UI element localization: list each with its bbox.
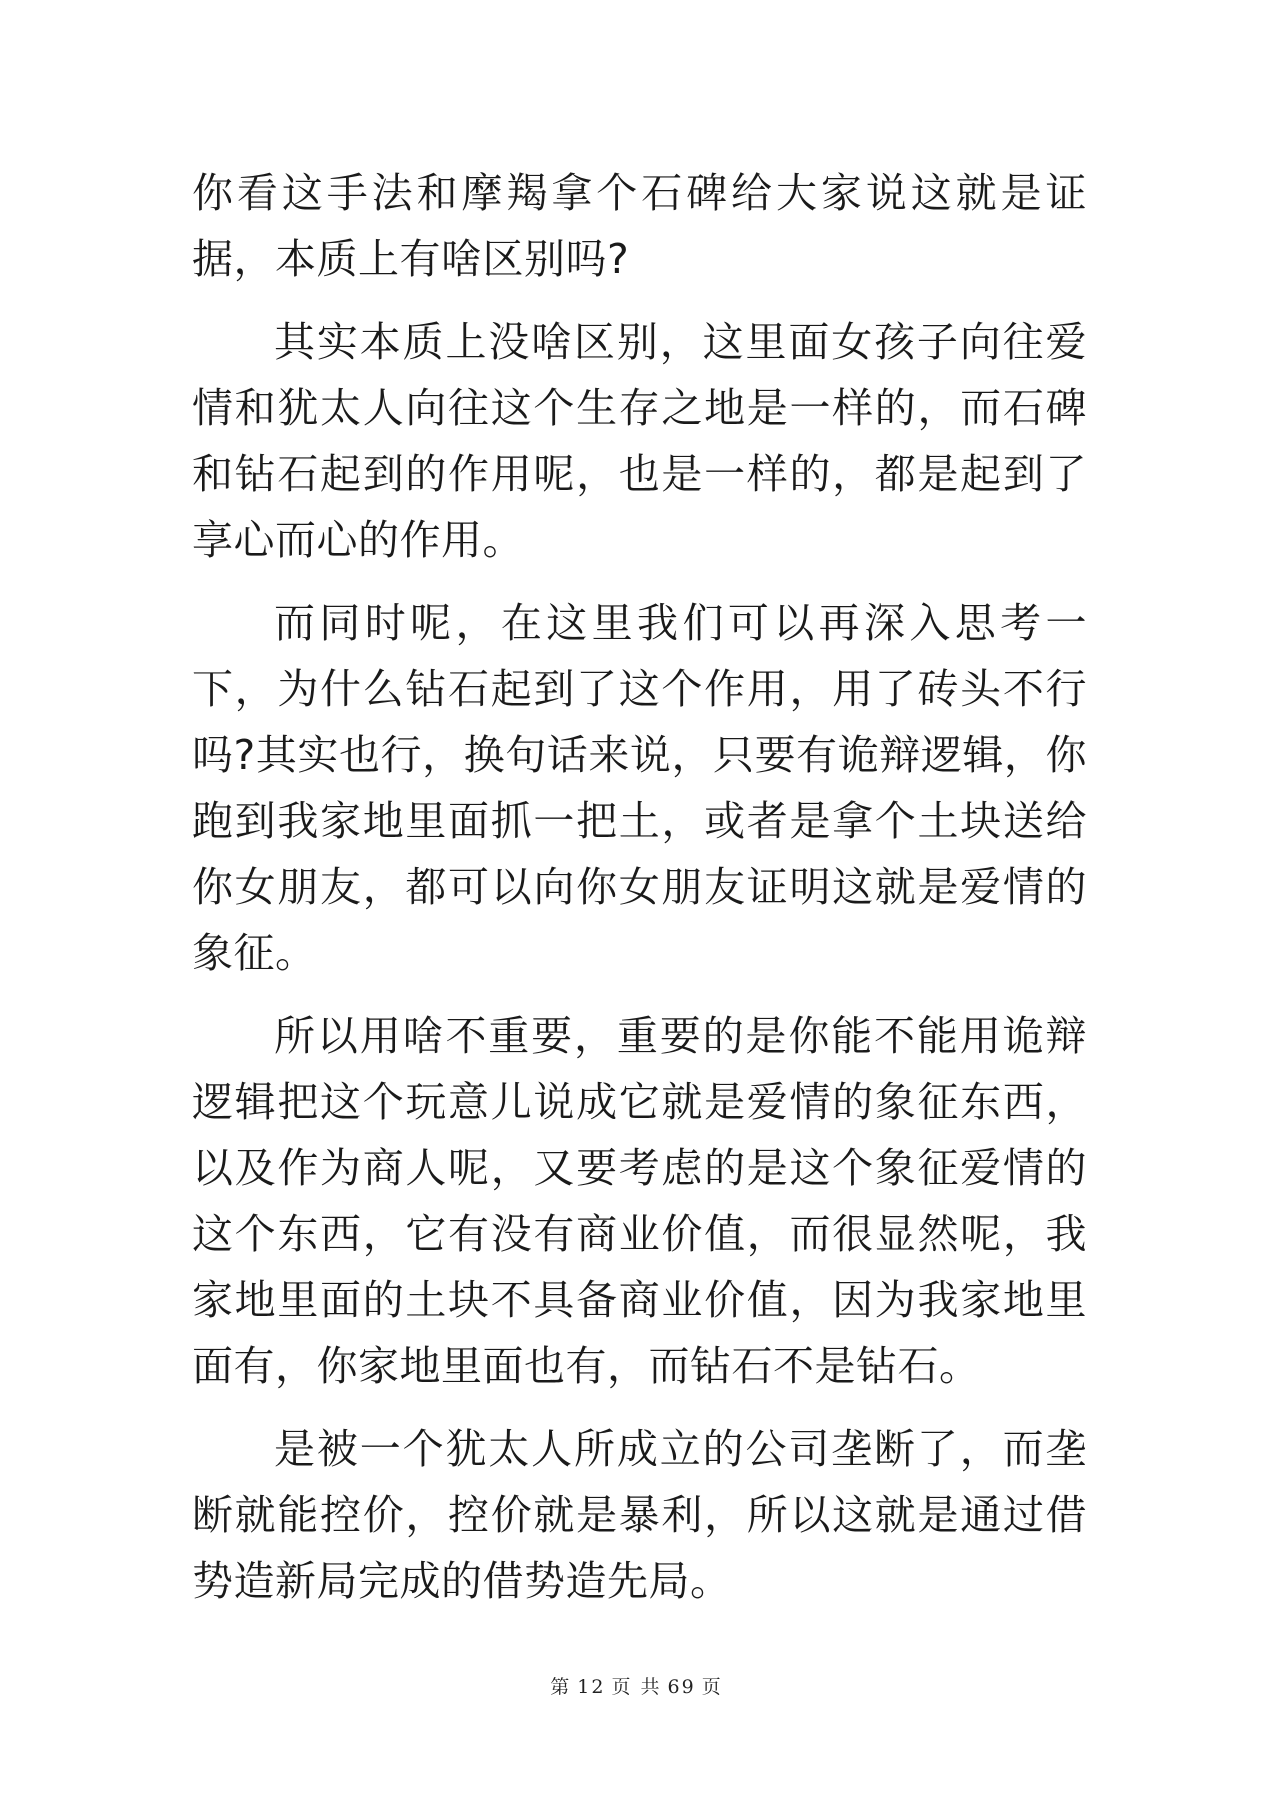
footer-suffix: 页 [701,1676,723,1698]
paragraph-5: 是被一个犹太人所成立的公司垄断了，而垄断就能控价，控价就是暴利，所以这就是通过借势造新局完成的借势造先局。 [192,1425,1087,1605]
current-page-number: 12 [577,1676,606,1698]
footer-prefix: 第 [550,1676,572,1698]
page-footer [0,1672,1273,1699]
paragraph-3: 而同时呢，在这里我们可以再深入思考一下，为什么钻石起到了这个作用，用了砖头不行吗?其实也行，换句话来说，只要有诡辩逻辑，你跑到我家地里面抓一把土，或者是拿个土块送给你女朋友，都可以向你女朋友证明这就是爱情的象征。 [192,599,1087,977]
paragraph-4: 所以用啥不重要，重要的是你能不能用诡辩逻辑把这个玩意儿说成它就是爱情的象征东西，以及作为商人呢，又要考虑的是这个象征爱情的这个东西，它有没有商业价值，而很显然呢，我家地里面的土块不具备商业价值，因为我家地里面有，你家地里面也有，而钻石不是钻石。 [192,1012,1087,1390]
body-text [192,160,1087,1631]
footer-middle: 页 共 [611,1676,662,1698]
paragraph-1: 你看这手法和摩羯拿个石碑给大家说这就是证据，本质上有啥区别吗? [192,169,1087,283]
total-pages-number: 69 [667,1676,696,1698]
paragraph-2: 其实本质上没啥区别，这里面女孩子向往爱情和犹太人向往这个生存之地是一样的，而石碑和钻石起到的作用呢，也是一样的，都是起到了享心而心的作用。 [192,318,1087,564]
